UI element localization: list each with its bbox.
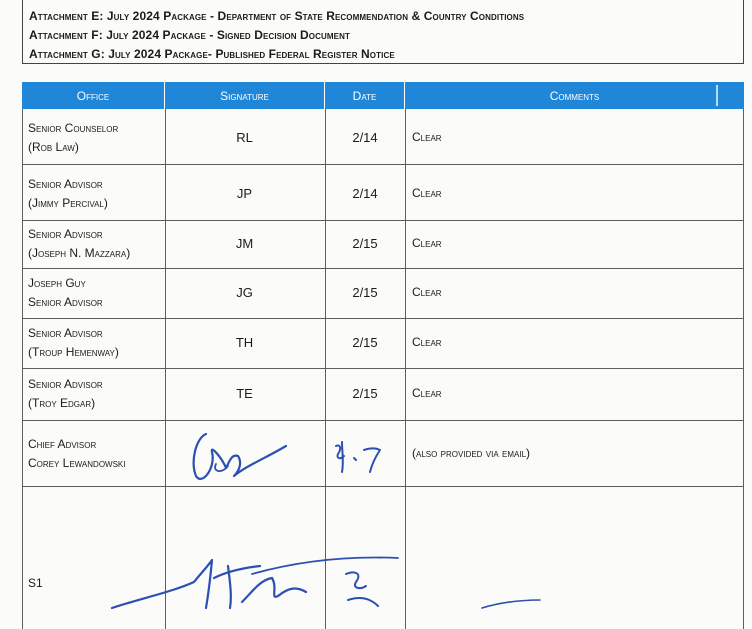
table-row-date: 2/15: [352, 285, 378, 300]
table-row-office: Senior Advisor (Troup Hemenway): [28, 326, 119, 359]
table-row-date: 2/15: [352, 236, 378, 251]
row-divider: [22, 268, 744, 269]
row-divider: [22, 368, 744, 369]
table-row-office: Chief Advisor Corey Lewandowski: [28, 437, 126, 470]
table-row-signature: JM: [235, 236, 254, 251]
date-scribble: [330, 438, 390, 478]
clearance-table: [22, 82, 744, 622]
header-office: Office: [22, 82, 165, 109]
attachments-box: [22, 0, 744, 64]
table-row-comment: Clear: [412, 386, 442, 400]
header-accent: [716, 85, 718, 106]
table-row-date: 2/15: [352, 335, 378, 350]
table-row-comment: Clear: [412, 236, 442, 250]
table-row-office: Senior Advisor (Troy Edgar): [28, 377, 103, 410]
table-row-date: 2/14: [352, 186, 378, 201]
row-divider: [22, 420, 744, 421]
table-row-comment: Clear: [412, 285, 442, 299]
row-divider: [22, 220, 744, 221]
attachment-d: [29, 0, 359, 1]
row-divider: [22, 318, 744, 319]
signature-scribble: [182, 422, 312, 486]
col-divider: [405, 109, 406, 629]
table-row-office: Senior Advisor (Jimmy Percival): [28, 177, 108, 210]
table-row-date: 2/15: [352, 386, 378, 401]
signature-scribble: [102, 552, 542, 612]
row-divider: [22, 486, 744, 487]
attachment-g: Attachment G: July 2024 Package- Published Federal Register Notice: [29, 47, 395, 61]
table-border-right: [743, 109, 744, 629]
header-comments: Comments: [405, 82, 744, 109]
table-row-signature: RL: [236, 130, 253, 145]
attachment-f: Attachment F: July 2024 Package - Signed Decision Document: [29, 28, 350, 42]
table-border-left: [22, 109, 23, 629]
attachment-e: Attachment E: July 2024 Package - Department of State Recommendation & Country Conditions: [29, 9, 525, 23]
table-row-signature: JP: [236, 186, 253, 201]
row-divider: [22, 164, 744, 165]
table-row-office: Senior Advisor (Joseph N. Mazzara): [28, 227, 131, 260]
table-row-signature: TE: [236, 386, 253, 401]
table-row-comment: Clear: [412, 130, 442, 144]
table-row-office: Senior Counselor (Rob Law): [28, 121, 119, 154]
table-row-office: Joseph Guy Senior Advisor: [28, 276, 103, 309]
table-row-comment: Clear: [412, 186, 442, 200]
table-row-signature: TH: [235, 335, 254, 350]
header-date: Date: [325, 82, 405, 109]
table-row-comment: Clear: [412, 335, 442, 349]
table-row-date: 2/14: [352, 130, 378, 145]
table-row-comment: (also provided via email): [412, 446, 531, 460]
table-row-signature: JG: [236, 285, 253, 300]
table-row-office: S1: [28, 576, 43, 590]
header-signature: Signature: [165, 82, 325, 109]
